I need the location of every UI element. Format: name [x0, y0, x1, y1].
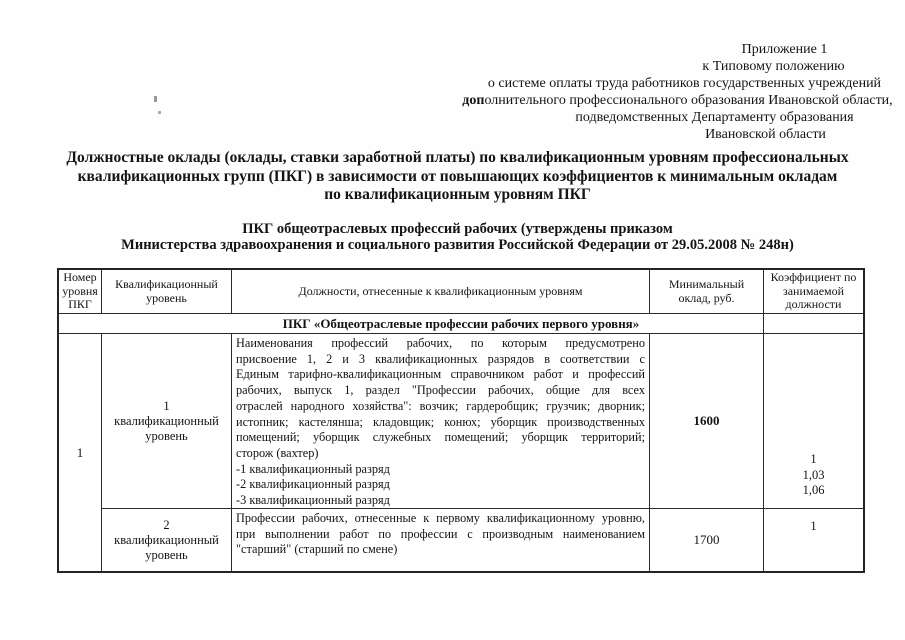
appendix-line: подведомственных Департаменту образования — [575, 110, 854, 125]
document-subtitle — [10, 221, 905, 253]
appendix-line-rest: олнительного профессионального образования Ивановской области, — [484, 93, 893, 108]
duties-line: отраслей народного хозяйства": возчик; гардеробщик; грузчик; дворник; — [236, 398, 645, 413]
salary-table — [57, 268, 865, 573]
level-line: уровень — [145, 428, 188, 443]
duties-line: Единым тарифно-квалификационным справочником работ и профессий — [236, 367, 645, 382]
min-salary-cell — [650, 509, 764, 571]
level-line: 1 — [163, 398, 170, 413]
coefficient-value: 1 — [810, 451, 817, 466]
duties-line: при выполнении работ по профессии с производным наименованием — [236, 526, 645, 541]
level-line: уровень — [145, 547, 188, 562]
grade-line: -2 квалификационный разряд — [236, 477, 390, 492]
coefficient-value: 1 — [810, 519, 817, 533]
qual-level-cell-1 — [102, 334, 232, 508]
appendix-line: о системе оплаты труда работников государственных учреждений — [487, 76, 882, 91]
qual-level-cell-2 — [102, 509, 232, 571]
grade-line: -3 квалификационный разряд — [236, 493, 390, 508]
duties-line: истопник; кастелянша; кладовщик; конюх; уборщик производственных — [236, 414, 645, 429]
min-salary-value: 1700 — [693, 532, 720, 547]
column-header-coefficient: Коэффициент по занимаемой должности — [770, 270, 857, 312]
table-header-row — [59, 270, 863, 314]
column-header-level-number: Номер уровня ПКГ — [59, 270, 102, 313]
appendix-line: Ивановской области — [705, 127, 826, 142]
duties-line: Наименования профессий рабочих, по которым предусмотрено — [236, 336, 645, 350]
column-header-qual-level: Квалификационный уровень — [102, 270, 232, 313]
min-salary-value: 1600 — [693, 413, 720, 428]
title-line: квалификационных групп (ПКГ) в зависимости от повышающих коэффициентов к минимальным окладам — [77, 167, 838, 185]
scan-noise-speck — [154, 96, 157, 102]
appendix-line: Приложение 1 — [741, 42, 828, 57]
level-line: квалификационный — [114, 413, 219, 428]
coefficient-values — [764, 509, 863, 571]
subtitle-line: ПКГ общеотраслевых профессий рабочих (утверждены приказом — [242, 221, 673, 237]
level-line: квалификационный — [114, 532, 219, 547]
coefficient-value: 1,03 — [802, 467, 825, 482]
min-salary-cell — [650, 334, 764, 508]
duties-cell — [232, 509, 650, 571]
appendix-line — [435, 92, 905, 109]
coefficient-values — [764, 334, 863, 508]
duties-cell — [232, 334, 650, 508]
table-body — [59, 334, 863, 571]
duties-line: сторож (вахтер) — [236, 445, 319, 460]
appendix-line-bold-prefix: доп — [462, 93, 485, 108]
duties-line: помещений; уборщик служебных помещений; уборщик территорий; — [236, 430, 645, 445]
column-header-min-salary: Минимальный оклад, руб. — [650, 270, 764, 313]
table-row — [102, 509, 863, 571]
coefficient-value: 1,06 — [802, 483, 825, 498]
title-line: Должностные оклады (оклады, ставки заработной платы) по квалификационным уровням профессиональных — [66, 149, 849, 166]
level-line: 2 — [163, 517, 170, 532]
appendix-note — [420, 41, 905, 143]
section-header-row — [59, 314, 863, 334]
scan-noise-speck — [158, 111, 161, 114]
duties-line: рабочих, выпуск 1, раздел "Профессии рабочих, общие для всех — [236, 383, 645, 398]
document-title — [10, 149, 905, 205]
duties-line: "старший" (старший по смене) — [236, 542, 398, 557]
table-row — [102, 334, 863, 509]
duties-line: присвоение 1, 2 и 3 квалификационных разрядов в соответствии с — [236, 351, 645, 366]
column-header-positions: Должности, отнесенные к квалификационным уровням — [232, 270, 650, 313]
appendix-line: к Типовому положению — [702, 59, 845, 74]
subtitle-line: Министерства здравоохранения и социального развития Российской Федерации от 29.05.2008 № 248н) — [121, 237, 794, 253]
duties-line: Профессии рабочих, отнесенные к первому квалификационному уровню, — [236, 511, 645, 525]
section-title: ПКГ «Общеотраслевые профессии рабочих первого уровня» — [282, 315, 640, 331]
grade-line: -1 квалификационный разряд — [236, 461, 390, 476]
pkg-number-cell: 1 — [59, 334, 102, 571]
section-divider — [763, 314, 764, 333]
title-line: по квалификационным уровням ПКГ — [324, 186, 591, 203]
